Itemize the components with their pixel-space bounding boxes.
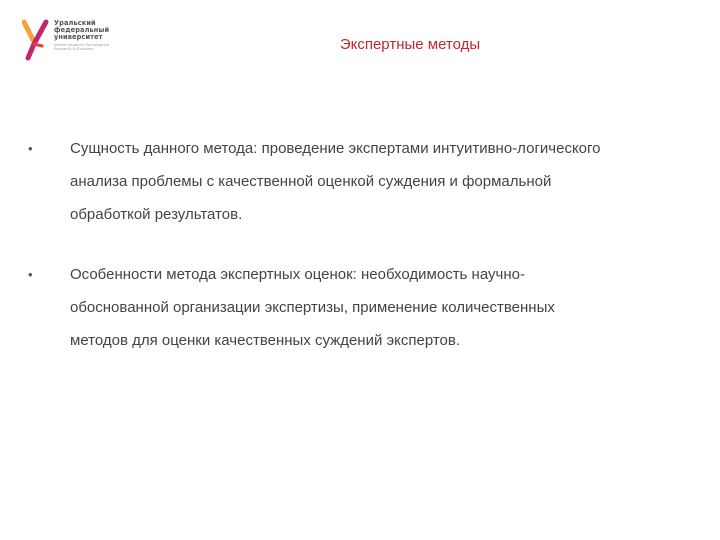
bullet-line: анализа проблемы с качественной оценкой суждения и формальной <box>70 173 552 190</box>
bullet-item-features <box>28 258 688 357</box>
logo-subtext-1: имени первого Президента <box>54 42 110 47</box>
ural-federal-university-logo-icon <box>22 18 52 62</box>
logo-subtext-2: России Б.Н.Ельцина <box>54 46 94 52</box>
logo-line-1: Уральский <box>54 19 96 27</box>
slide-title: Экспертные методы <box>339 36 481 53</box>
bullet-line: методов для оценки качественных суждений экспертов. <box>70 332 461 349</box>
bullet-line: Сущность данного метода: проведение экспертами интуитивно-логического <box>70 140 601 157</box>
bullet-line: Особенности метода экспертных оценок: необходимость научно- <box>70 266 525 283</box>
logo-line-2: федеральный <box>54 26 110 34</box>
bullet-item-essence <box>28 132 688 231</box>
bullet-dot-icon: • <box>28 141 33 156</box>
logo-text <box>54 20 120 52</box>
bullet-dot-icon: • <box>28 267 33 282</box>
bullet-list <box>28 132 688 384</box>
university-logo <box>22 18 122 64</box>
logo-line-3: университет <box>54 33 103 41</box>
bullet-line: обоснованной организации экспертизы, применение количественных <box>70 299 555 316</box>
bullet-line: обработкой результатов. <box>70 206 243 223</box>
